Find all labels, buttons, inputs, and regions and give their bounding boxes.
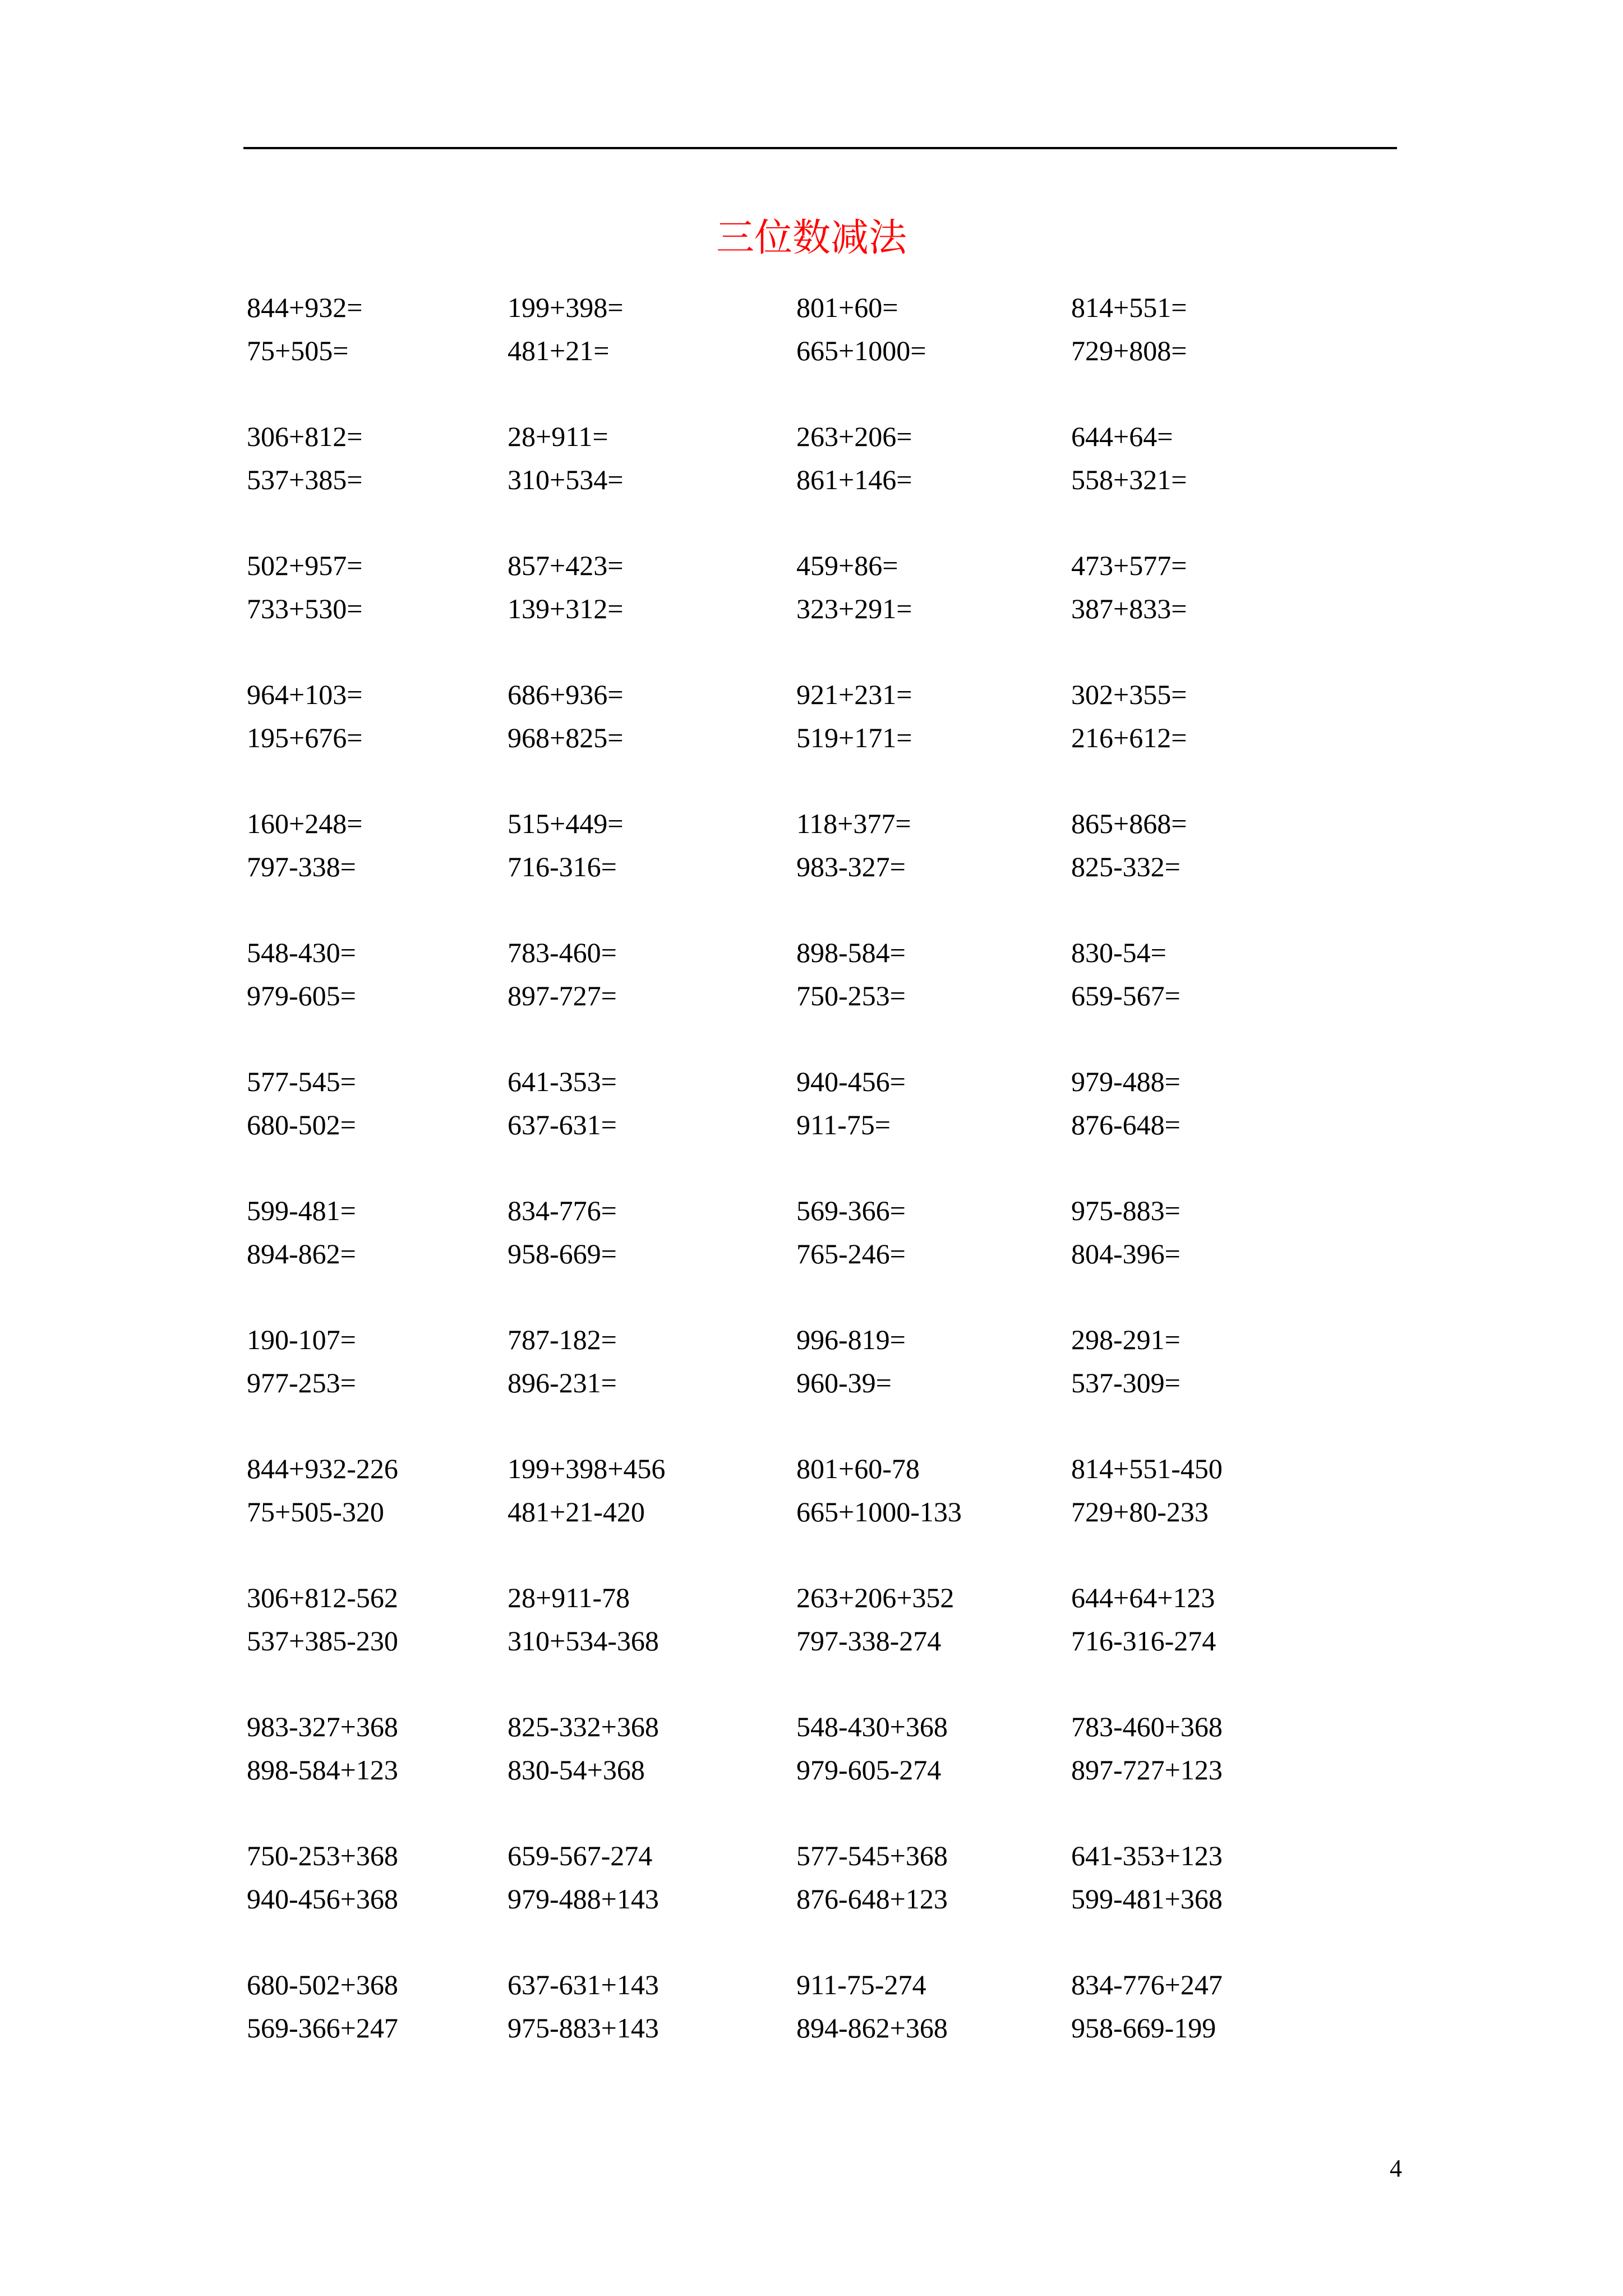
problem-row — [247, 1619, 1424, 1663]
problem-row — [247, 1318, 1424, 1361]
math-problem: 680-502+368 — [247, 1969, 398, 2000]
math-problem: 716-316= — [508, 851, 617, 882]
math-problem: 558+321= — [1071, 464, 1187, 495]
math-problem: 637-631+143 — [508, 1969, 659, 2000]
math-problem: 548-430+368 — [796, 1711, 948, 1742]
math-problem: 996-819= — [796, 1324, 906, 1355]
problem-row — [247, 1749, 1424, 1792]
math-problem: 876-648+123 — [796, 1883, 948, 1915]
problem-group — [247, 1318, 1424, 1447]
math-problem: 537-309= — [1071, 1367, 1181, 1398]
problem-row — [247, 1490, 1424, 1534]
math-problem: 857+423= — [508, 550, 624, 581]
header-rule — [243, 147, 1397, 149]
math-problem: 983-327+368 — [247, 1711, 398, 1742]
math-problem: 844+932= — [247, 292, 363, 323]
math-problem: 195+676= — [247, 722, 363, 753]
math-problem: 911-75= — [796, 1109, 891, 1140]
math-problem: 569-366+247 — [247, 2012, 398, 2044]
math-problem: 979-605= — [247, 980, 356, 1011]
math-problem: 804-396= — [1071, 1238, 1181, 1269]
math-problem: 729+80-233 — [1071, 1496, 1209, 1527]
math-problem: 306+812= — [247, 421, 363, 452]
problem-group — [247, 1447, 1424, 1576]
math-problem: 28+911-78 — [508, 1582, 630, 1613]
math-problem: 199+398= — [508, 292, 624, 323]
problem-row — [247, 1963, 1424, 2007]
math-problem: 481+21-420 — [508, 1496, 645, 1527]
math-problem: 979-488+143 — [508, 1883, 659, 1915]
math-problem: 830-54+368 — [508, 1754, 645, 1786]
math-problem: 659-567-274 — [508, 1840, 653, 1871]
math-problem: 921+231= — [796, 679, 912, 710]
math-problem: 216+612= — [1071, 722, 1187, 753]
math-problem: 825-332+368 — [508, 1711, 659, 1742]
math-problem: 190-107= — [247, 1324, 356, 1355]
math-problem: 977-253= — [247, 1367, 356, 1398]
math-problem: 797-338-274 — [796, 1625, 942, 1657]
math-problem: 659-567= — [1071, 980, 1181, 1011]
math-problem: 537+385= — [247, 464, 363, 495]
math-problem: 975-883+143 — [508, 2012, 659, 2044]
problem-row — [247, 329, 1424, 372]
math-problem: 750-253+368 — [247, 1840, 398, 1871]
math-problem: 968+825= — [508, 722, 624, 753]
math-problem: 686+936= — [508, 679, 624, 710]
math-problem: 787-182= — [508, 1324, 617, 1355]
problem-group — [247, 1963, 1424, 2092]
problem-group — [247, 544, 1424, 673]
math-problem: 641-353+123 — [1071, 1840, 1223, 1871]
math-problem: 387+833= — [1071, 593, 1187, 624]
problem-group — [247, 1189, 1424, 1318]
problem-group — [247, 286, 1424, 415]
math-problem: 765-246= — [796, 1238, 906, 1269]
page-number: 4 — [1390, 2155, 1402, 2182]
math-problem: 599-481= — [247, 1195, 356, 1226]
math-problem: 897-727= — [508, 980, 617, 1011]
math-problem: 783-460+368 — [1071, 1711, 1223, 1742]
problem-row — [247, 931, 1424, 974]
math-problem: 797-338= — [247, 851, 356, 882]
math-problem: 118+377= — [796, 808, 911, 839]
math-problem: 680-502= — [247, 1109, 356, 1140]
math-problem: 975-883= — [1071, 1195, 1181, 1226]
problem-row — [247, 1232, 1424, 1276]
math-problem: 940-456= — [796, 1066, 906, 1097]
math-problem: 599-481+368 — [1071, 1883, 1223, 1915]
problem-group — [247, 1705, 1424, 1834]
problem-row — [247, 1834, 1424, 1878]
math-problem: 896-231= — [508, 1367, 617, 1398]
math-problem: 310+534= — [508, 464, 624, 495]
problem-row — [247, 1189, 1424, 1232]
math-problem: 825-332= — [1071, 851, 1181, 882]
math-problem: 861+146= — [796, 464, 912, 495]
math-problem: 814+551= — [1071, 292, 1187, 323]
problem-group — [247, 931, 1424, 1060]
math-problem: 310+534-368 — [508, 1625, 659, 1657]
math-problem: 834-776+247 — [1071, 1969, 1223, 2000]
math-problem: 876-648= — [1071, 1109, 1181, 1140]
math-problem: 940-456+368 — [247, 1883, 398, 1915]
math-problem: 898-584= — [796, 937, 906, 968]
math-problem: 139+312= — [508, 593, 624, 624]
problem-row — [247, 802, 1424, 845]
problem-row — [247, 1060, 1424, 1103]
problem-row — [247, 673, 1424, 716]
math-problem: 801+60-78 — [796, 1453, 920, 1484]
math-problem: 783-460= — [508, 937, 617, 968]
math-problem: 733+530= — [247, 593, 363, 624]
math-problem: 641-353= — [508, 1066, 617, 1097]
problem-row — [247, 544, 1424, 587]
math-problem: 577-545+368 — [796, 1840, 948, 1871]
problem-row — [247, 1103, 1424, 1147]
math-problem: 637-631= — [508, 1109, 617, 1140]
math-problem: 716-316-274 — [1071, 1625, 1216, 1657]
problem-row — [247, 716, 1424, 760]
math-problem: 302+355= — [1071, 679, 1187, 710]
problem-row — [247, 845, 1424, 889]
math-problem: 459+86= — [796, 550, 898, 581]
math-problem: 306+812-562 — [247, 1582, 398, 1613]
math-problem: 834-776= — [508, 1195, 617, 1226]
math-problem: 958-669= — [508, 1238, 617, 1269]
problem-row — [247, 1878, 1424, 1921]
math-problem: 960-39= — [796, 1367, 892, 1398]
math-problem: 894-862+368 — [796, 2012, 948, 2044]
math-problem: 473+577= — [1071, 550, 1187, 581]
math-problem: 481+21= — [508, 335, 610, 366]
math-problem: 911-75-274 — [796, 1969, 926, 2000]
problem-group — [247, 1576, 1424, 1705]
problem-group — [247, 415, 1424, 544]
math-problem: 665+1000-133 — [796, 1496, 962, 1527]
math-problem: 898-584+123 — [247, 1754, 398, 1786]
problem-row — [247, 1705, 1424, 1749]
math-problem: 801+60= — [796, 292, 898, 323]
math-problem: 964+103= — [247, 679, 363, 710]
problem-row — [247, 2007, 1424, 2050]
math-problem: 75+505= — [247, 335, 349, 366]
math-problem: 28+911= — [508, 421, 608, 452]
problem-row — [247, 458, 1424, 501]
math-problem: 644+64= — [1071, 421, 1173, 452]
math-problem: 897-727+123 — [1071, 1754, 1223, 1786]
math-problem: 519+171= — [796, 722, 912, 753]
math-problem: 263+206= — [796, 421, 912, 452]
math-problem: 750-253= — [796, 980, 906, 1011]
math-problem: 644+64+123 — [1071, 1582, 1215, 1613]
math-problem: 199+398+456 — [508, 1453, 666, 1484]
page-title: 三位数减法 — [716, 216, 907, 260]
math-problem: 502+957= — [247, 550, 363, 581]
problem-row — [247, 1576, 1424, 1619]
math-problem: 983-327= — [796, 851, 906, 882]
math-problem: 515+449= — [508, 808, 624, 839]
math-problem: 537+385-230 — [247, 1625, 398, 1657]
math-problem: 548-430= — [247, 937, 356, 968]
math-problem: 894-862= — [247, 1238, 356, 1269]
math-problem: 323+291= — [796, 593, 912, 624]
problem-group — [247, 1060, 1424, 1189]
problem-group — [247, 802, 1424, 931]
problem-row — [247, 587, 1424, 631]
math-problem: 665+1000= — [796, 335, 926, 366]
math-problem: 979-605-274 — [796, 1754, 942, 1786]
math-problem: 979-488= — [1071, 1066, 1181, 1097]
math-problem: 298-291= — [1071, 1324, 1181, 1355]
math-problem: 865+868= — [1071, 808, 1187, 839]
problem-row — [247, 974, 1424, 1018]
math-problem: 569-366= — [796, 1195, 906, 1226]
problem-row — [247, 1447, 1424, 1490]
math-problem: 263+206+352 — [796, 1582, 955, 1613]
math-problem: 729+808= — [1071, 335, 1187, 366]
problem-group — [247, 673, 1424, 802]
problem-row — [247, 415, 1424, 458]
math-problem: 958-669-199 — [1071, 2012, 1216, 2044]
problem-row — [247, 1361, 1424, 1405]
problem-group — [247, 1834, 1424, 1963]
problem-grid — [247, 286, 1424, 2092]
problem-row — [247, 286, 1424, 329]
math-problem: 160+248= — [247, 808, 363, 839]
math-problem: 75+505-320 — [247, 1496, 384, 1527]
math-problem: 844+932-226 — [247, 1453, 398, 1484]
math-problem: 814+551-450 — [1071, 1453, 1223, 1484]
math-problem: 830-54= — [1071, 937, 1166, 968]
math-problem: 577-545= — [247, 1066, 356, 1097]
